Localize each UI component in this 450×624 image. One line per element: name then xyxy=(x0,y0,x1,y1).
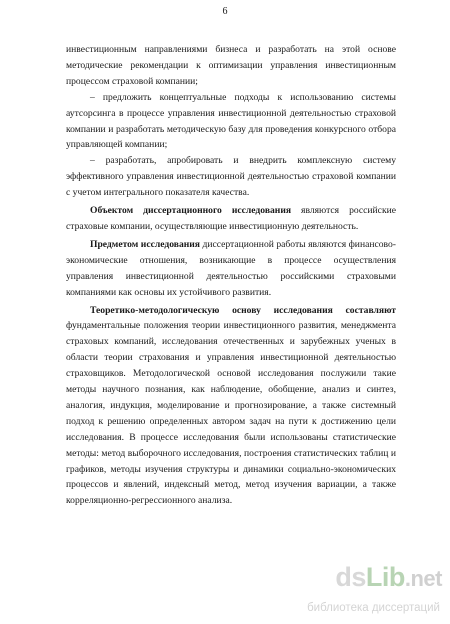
paragraph-text: диссертационной работы являются финансово-экономические отношения, возникающие в процессе осуществления управления инвестиционной деятельностью российскими страховыми компаниями как основы их устойчивого развития. xyxy=(66,238,396,298)
paragraph-3 xyxy=(66,153,396,201)
paragraph-text: – разработать, апробировать и внедрить комплексную систему эффективного управления инвестиционной деятельностью страховой компании с учетом интегрального показателя качества. xyxy=(66,155,396,199)
paragraph-bold-lead: Объектом диссертационного исследования xyxy=(90,205,292,217)
document-body xyxy=(66,42,396,509)
paragraph-text: фундаментальные положения теории инвестиционного развития, менеджмента страховых компаний, исследования отечественных и зарубежных ученых в области теории страхования и управления инвестиционной деятельностью страховщиков. Методологической основой исследования послужили такие методы научного познания, как наблюдение, обобщение, анализ и синтез, аналогия, индукция, моделирование и прогнозирование, а также системный подход к решению определенных автором задач на пути к достижению цели исследования. В процессе исследования были использованы статистические методы: метод выборочного исследования, построения статистических таблиц и графиков, методы изучения структуры и динамики социально-экономических процессов и явлений, индексный метод, метод изучения вариации, а также корреляционно-регрессионного анализа. xyxy=(66,320,396,507)
paragraph-2 xyxy=(66,90,396,154)
paragraph-6 xyxy=(66,303,396,510)
page-number: 6 xyxy=(222,6,228,17)
watermark xyxy=(292,562,442,616)
paragraph-text: – предложить концептуальные подходы к использованию системы аутсорсинга в процессе управления инвестиционной деятельностью страховой компании и разработать методическую базу для проведения конкурсного отбора управляющей компании; xyxy=(66,91,396,151)
paragraph-bold-lead: Предметом исследования xyxy=(90,238,200,250)
dslib-logo: dsLib.net xyxy=(335,562,442,592)
paragraph-text: инвестиционным направлениями бизнеса и разработать на этой основе методические рекомендации к оптимизации управления инвестиционным процессом страховой компании; xyxy=(66,44,396,87)
paragraph-4 xyxy=(66,203,396,235)
paragraph-text: являются российские страховые компании, осуществляющие инвестиционную деятельность. xyxy=(66,205,396,232)
paragraph-bold-lead: Теоретико-методологическую основу исследования составляют xyxy=(90,304,396,316)
paragraph-1 xyxy=(66,42,396,90)
watermark-subtitle: библиотека диссертаций xyxy=(307,602,440,614)
paragraph-5 xyxy=(66,237,396,301)
